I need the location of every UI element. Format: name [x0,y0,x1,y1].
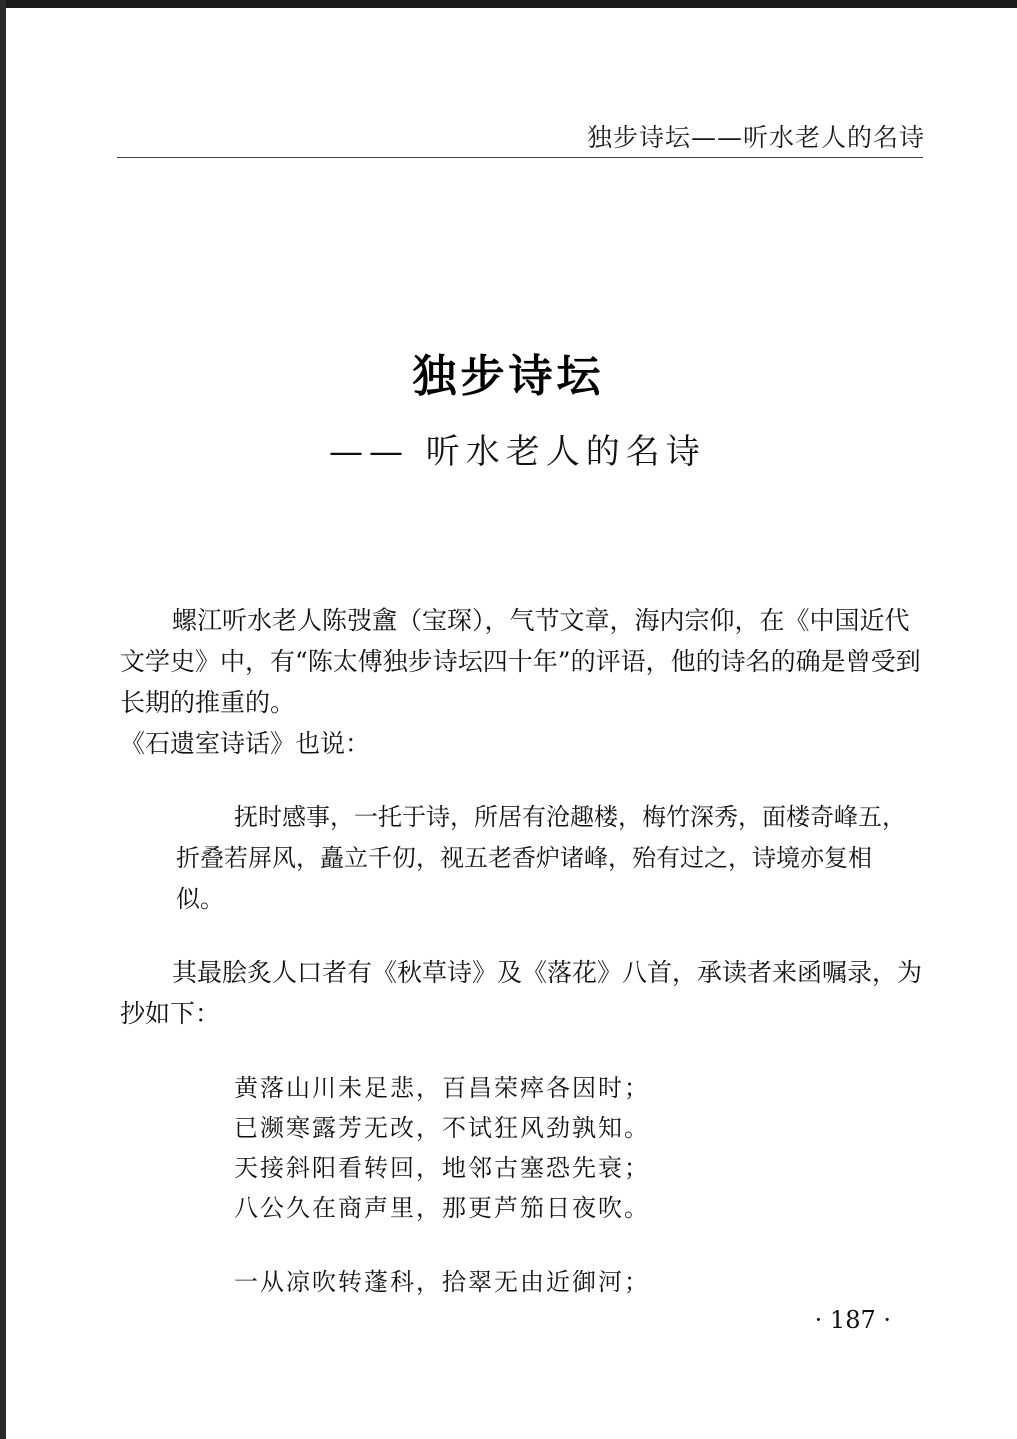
poem-stanza-1 [234,1068,794,1228]
scan-edge-left [0,0,6,1439]
running-header: 独步诗坛——听水老人的名诗 [586,123,925,152]
scan-edge-top [0,0,1017,8]
quotation-block: 抚时感事，一托于诗，所居有沧趣楼，梅竹深秀，面楼奇峰五，折叠若屏风，矗立千仞，视五老香炉诸峰，殆有过之，诗境亦复相似。 [176,803,906,913]
poem-line: 已濒寒露芳无改，不试狂风劲孰知。 [234,1114,650,1142]
poem-stanza-2 [234,1262,794,1302]
page-number: · 187 · [814,1306,891,1334]
poem-line: 八公久在商声里，那更芦笳日夜吹。 [234,1194,650,1222]
chapter-title: 独步诗坛 [412,351,605,402]
header-rule [117,157,923,158]
body-paragraph-1: 螺江听水老人陈弢盦（宝琛），气节文章，海内宗仰，在《中国近代文学史》中，有“陈太傅独步诗坛四十年”的评语，他的诗名的确是曾受到长期的推重的。 [120,606,921,717]
body-paragraph-3: 其最脍炙人口者有《秋草诗》及《落花》八首，承读者来函嘱录，为抄如下： [120,958,923,1028]
chapter-subtitle: —— 听水老人的名诗 [329,432,706,472]
poem-line: 天接斜阳看转回，地邻古塞恐先衰； [234,1154,650,1182]
body-paragraph-2: 《石遗室诗话》也说： [120,729,371,758]
poem-line: 一从凉吹转蓬科，拾翠无由近御河； [234,1268,650,1296]
poem-line: 黄落山川未足悲，百昌荣瘁各因时； [234,1074,650,1102]
